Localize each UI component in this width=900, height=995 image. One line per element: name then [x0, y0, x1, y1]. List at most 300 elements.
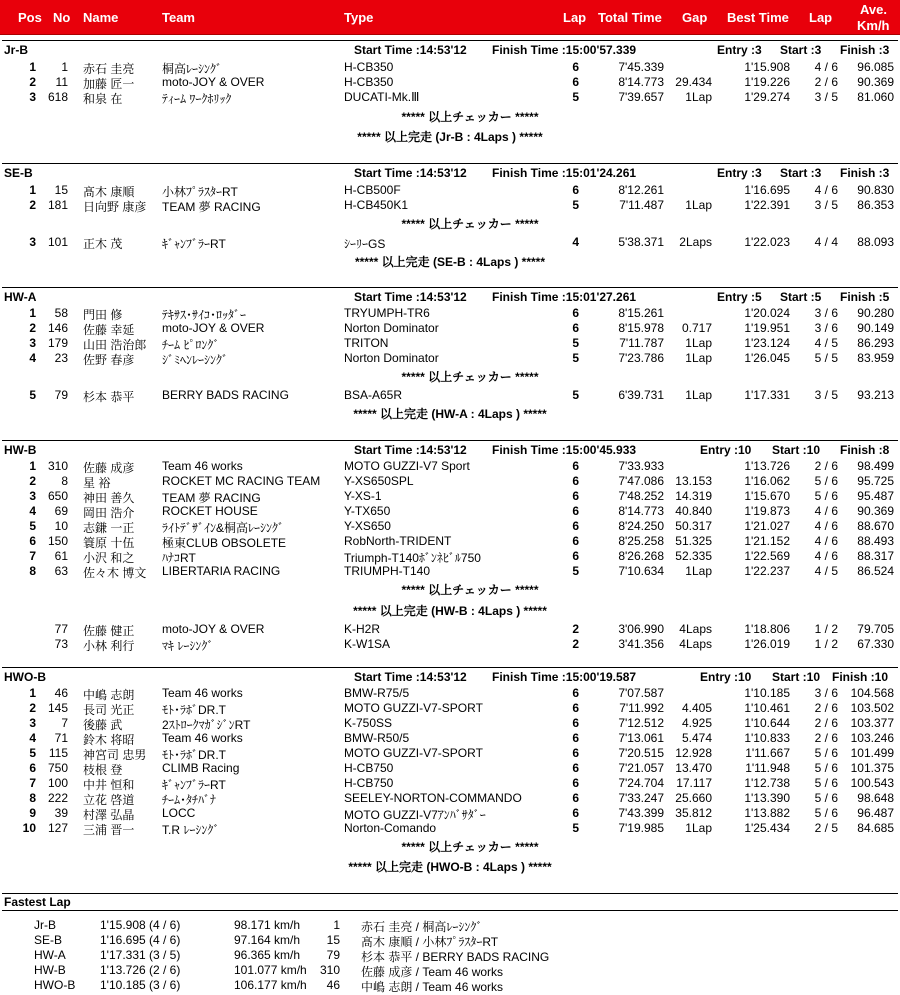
rider-name: 日向野 康彦 — [83, 200, 147, 214]
position: 2 — [29, 75, 36, 89]
lap-count: 6 — [572, 549, 579, 563]
lap-count: 5 — [572, 198, 579, 212]
section-header — [2, 163, 898, 180]
best-lap: 3 / 5 — [814, 388, 838, 402]
best-time: 1'12.738 — [744, 776, 790, 790]
machine-type: TRIUMPH-T140 — [344, 564, 431, 578]
result-row — [0, 716, 900, 731]
rider-name: 門田 修 — [83, 308, 123, 322]
position: 4 — [29, 351, 36, 365]
col-best-lap: Lap — [809, 10, 833, 25]
best-lap: 2 / 6 — [814, 716, 838, 730]
total-time: 3'41.356 — [618, 637, 664, 651]
team-name: Team 46 works — [162, 459, 243, 473]
fastest-time: 1'13.726 (2 / 6) — [100, 963, 181, 977]
class-name: HW-A — [4, 290, 37, 304]
rider-number: 101 — [47, 235, 68, 249]
rider-name: 村澤 弘晶 — [83, 808, 135, 822]
total-time: 7'33.933 — [618, 459, 664, 473]
best-lap: 4 / 6 — [814, 534, 838, 548]
position: 6 — [29, 534, 36, 548]
best-time: 1'22.569 — [744, 549, 790, 563]
gap: 1Lap — [685, 336, 712, 350]
rider-number: 618 — [47, 90, 68, 104]
position: 10 — [22, 821, 36, 835]
rider-number: 71 — [54, 731, 68, 745]
fastest-number: 46 — [326, 978, 340, 992]
fastest-lap-row — [0, 933, 900, 948]
team-name: Team 46 works — [162, 731, 243, 745]
best-lap: 5 / 6 — [814, 746, 838, 760]
rider-number: 79 — [54, 388, 68, 402]
finish-time: Finish Time :15:01'27.261 — [492, 290, 637, 304]
fastest-class: HW-B — [34, 963, 66, 977]
average-speed: 101.375 — [850, 761, 894, 775]
total-time: 7'20.515 — [618, 746, 664, 760]
lap-count: 5 — [572, 90, 579, 104]
lap-count: 6 — [572, 761, 579, 775]
rider-name: 和泉 在 — [83, 92, 123, 106]
total-time: 8'15.261 — [618, 306, 664, 320]
gap: 51.325 — [675, 534, 712, 548]
team-name: T.R ﾚｰｼﾝｸﾞ — [162, 823, 220, 837]
total-time: 7'13.061 — [618, 731, 664, 745]
rider-number: 58 — [54, 306, 68, 320]
fastest-speed: 96.365 km/h — [234, 948, 301, 962]
machine-type: BMW-R50/5 — [344, 731, 410, 745]
average-speed: 88.317 — [857, 549, 894, 563]
lap-count: 6 — [572, 731, 579, 745]
average-speed: 90.830 — [857, 183, 894, 197]
class-name: HW-B — [4, 443, 37, 457]
best-time: 1'20.024 — [744, 306, 790, 320]
lap-count: 6 — [572, 776, 579, 790]
best-lap: 5 / 6 — [814, 761, 838, 775]
machine-type: BMW-R75/5 — [344, 686, 410, 700]
fastest-speed: 101.077 km/h — [234, 963, 307, 977]
machine-type: Y-XS-1 — [344, 489, 382, 503]
finish-note — [0, 128, 900, 145]
rider-number: 650 — [47, 489, 68, 503]
fastest-rider: 赤石 圭亮 / 桐高ﾚｰｼﾝｸﾞ — [361, 920, 483, 934]
gap: 0.717 — [681, 321, 712, 335]
gap: 52.335 — [675, 549, 712, 563]
team-name: 桐高ﾚｰｼﾝｸﾞ — [162, 62, 223, 76]
fastest-time: 1'17.331 (3 / 5) — [100, 948, 181, 962]
result-row — [0, 761, 900, 776]
fastest-speed: 97.164 km/h — [234, 933, 301, 947]
position: 3 — [29, 90, 36, 104]
lap-count: 5 — [572, 564, 579, 578]
checker-note — [0, 581, 900, 598]
checker-text: ***** 以上チェッカー ***** — [401, 840, 539, 854]
rider-name: 中嶋 志朗 — [83, 688, 135, 702]
average-speed: 86.353 — [857, 198, 894, 212]
machine-type: K-750SS — [344, 716, 393, 730]
finish-note-text: ***** 以上完走 (Jr-B : 4Laps ) ***** — [357, 130, 543, 144]
result-row — [0, 504, 900, 519]
total-time: 7'10.634 — [618, 564, 664, 578]
fastest-rider: 髙木 康順 / 小林ﾌﾟﾗｽﾀｰRT — [361, 935, 499, 949]
rider-number: 1 — [61, 60, 68, 74]
best-lap: 3 / 6 — [814, 686, 838, 700]
best-time: 1'16.695 — [744, 183, 790, 197]
best-lap: 4 / 5 — [814, 564, 838, 578]
fastest-number: 1 — [333, 918, 340, 932]
lap-count: 6 — [572, 504, 579, 518]
machine-type: Norton Dominator — [344, 351, 439, 365]
rider-name: 鈴木 将昭 — [83, 733, 135, 747]
machine-type: H-CB450K1 — [344, 198, 409, 212]
machine-type: Norton Dominator — [344, 321, 439, 335]
position: 5 — [29, 519, 36, 533]
rider-number: 150 — [47, 534, 68, 548]
best-time: 1'13.882 — [744, 806, 790, 820]
result-row — [0, 388, 900, 403]
col-total: Total Time — [598, 10, 662, 25]
fastest-time: 1'10.185 (3 / 6) — [100, 978, 181, 992]
position: 7 — [29, 776, 36, 790]
lap-count: 6 — [572, 534, 579, 548]
position: 2 — [29, 321, 36, 335]
result-row — [0, 791, 900, 806]
average-speed: 86.524 — [857, 564, 894, 578]
total-time: 7'23.786 — [618, 351, 664, 365]
machine-type: H-CB350 — [344, 60, 394, 74]
gap: 12.928 — [675, 746, 712, 760]
section-header — [2, 440, 898, 457]
result-row — [0, 519, 900, 534]
best-lap: 2 / 6 — [814, 731, 838, 745]
team-name: Team 46 works — [162, 686, 243, 700]
lap-count: 6 — [572, 489, 579, 503]
total-time: 8'15.978 — [618, 321, 664, 335]
best-lap: 2 / 6 — [814, 75, 838, 89]
team-name: LOCC — [162, 806, 196, 820]
team-name: ROCKET HOUSE — [162, 504, 258, 518]
rider-number: 145 — [47, 701, 68, 715]
average-speed: 95.487 — [857, 489, 894, 503]
start-time: Start Time :14:53'12 — [354, 43, 467, 57]
gap: 14.319 — [675, 489, 712, 503]
position: 1 — [29, 459, 36, 473]
gap: 1Lap — [685, 821, 712, 835]
position: 1 — [29, 306, 36, 320]
position: 5 — [29, 388, 36, 402]
best-time: 1'22.237 — [744, 564, 790, 578]
lap-count: 6 — [572, 75, 579, 89]
lap-count: 6 — [572, 459, 579, 473]
team-name: moto-JOY & OVER — [162, 622, 265, 636]
lap-count: 5 — [572, 388, 579, 402]
rider-number: 146 — [47, 321, 68, 335]
average-speed: 90.280 — [857, 306, 894, 320]
entry-count: Entry :10 — [700, 670, 752, 684]
rider-number: 310 — [47, 459, 68, 473]
best-time: 1'18.806 — [744, 622, 790, 636]
rider-name: 佐野 春彦 — [83, 353, 135, 367]
finish-time: Finish Time :15:00'45.933 — [492, 443, 637, 457]
average-speed: 93.213 — [857, 388, 894, 402]
position: 3 — [29, 235, 36, 249]
best-time: 1'25.434 — [744, 821, 790, 835]
total-time: 8'24.250 — [618, 519, 664, 533]
fastest-time: 1'15.908 (4 / 6) — [100, 918, 181, 932]
rider-number: 73 — [54, 637, 68, 651]
rider-name: 立花 啓道 — [83, 793, 135, 807]
average-speed: 100.543 — [850, 776, 894, 790]
result-row — [0, 806, 900, 821]
start-count: Start :10 — [772, 443, 821, 457]
total-time: 7'39.657 — [618, 90, 664, 104]
best-time: 1'10.644 — [744, 716, 790, 730]
best-time: 1'29.274 — [744, 90, 790, 104]
fastest-time: 1'16.695 (4 / 6) — [100, 933, 181, 947]
rider-number: 222 — [47, 791, 68, 805]
best-lap: 3 / 5 — [814, 90, 838, 104]
best-lap: 3 / 5 — [814, 198, 838, 212]
checker-note — [0, 108, 900, 125]
rider-name: 赤石 圭亮 — [83, 62, 135, 76]
rider-name: 志鎌 一正 — [83, 521, 135, 535]
rider-number: 77 — [54, 622, 68, 636]
gap: 17.117 — [676, 776, 712, 790]
machine-type: RobNorth-TRIDENT — [344, 534, 452, 548]
team-name: ｷﾞｬﾝﾌﾞﾗｰRT — [162, 237, 226, 251]
entry-count: Entry :3 — [717, 166, 762, 180]
team-name: ﾓﾄ･ﾗﾎﾞDR.T — [162, 748, 226, 762]
best-lap: 1 / 2 — [814, 622, 838, 636]
start-count: Start :3 — [780, 166, 822, 180]
team-name: CLIMB Racing — [162, 761, 240, 775]
total-time: 6'39.731 — [618, 388, 664, 402]
best-time: 1'23.124 — [744, 336, 790, 350]
result-row — [0, 336, 900, 351]
total-time: 8'26.268 — [618, 549, 664, 563]
best-time: 1'21.027 — [744, 519, 790, 533]
best-time: 1'10.461 — [744, 701, 790, 715]
result-row — [0, 75, 900, 90]
total-time: 8'12.261 — [618, 183, 664, 197]
machine-type: H-CB500F — [344, 183, 401, 197]
best-lap: 5 / 6 — [814, 806, 838, 820]
average-speed: 98.499 — [857, 459, 894, 473]
lap-count: 6 — [572, 791, 579, 805]
lap-count: 5 — [572, 336, 579, 350]
result-row — [0, 564, 900, 579]
machine-type: MOTO GUZZI-V7 Sport — [344, 459, 470, 473]
best-lap: 4 / 6 — [814, 519, 838, 533]
class-name: SE-B — [4, 166, 33, 180]
best-lap: 5 / 6 — [814, 489, 838, 503]
checker-text: ***** 以上チェッカー ***** — [401, 110, 539, 124]
average-speed: 88.493 — [857, 534, 894, 548]
team-name: LIBERTARIA RACING — [162, 564, 281, 578]
best-lap: 2 / 5 — [814, 821, 838, 835]
fastest-rider: 佐藤 成彦 / Team 46 works — [361, 965, 504, 979]
result-row — [0, 622, 900, 637]
rider-number: 750 — [47, 761, 68, 775]
finish-time: Finish Time :15:01'24.261 — [492, 166, 637, 180]
start-count: Start :5 — [780, 290, 822, 304]
result-row — [0, 351, 900, 366]
average-speed: 83.959 — [857, 351, 894, 365]
rider-name: 星 裕 — [83, 476, 111, 490]
gap: 4.405 — [681, 701, 712, 715]
gap: 35.812 — [675, 806, 712, 820]
rider-number: 8 — [61, 474, 68, 488]
average-speed: 96.085 — [857, 60, 894, 74]
total-time: 7'19.985 — [618, 821, 664, 835]
rider-number: 46 — [54, 686, 68, 700]
finish-note-text: ***** 以上完走 (HWO-B : 4Laps ) ***** — [348, 860, 552, 874]
result-row — [0, 549, 900, 564]
machine-type: TRITON — [344, 336, 389, 350]
best-lap: 3 / 6 — [814, 306, 838, 320]
fastest-speed: 98.171 km/h — [234, 918, 301, 932]
section-header — [2, 667, 898, 684]
position: 8 — [29, 791, 36, 805]
best-time: 1'16.062 — [744, 474, 790, 488]
lap-count: 5 — [572, 351, 579, 365]
lap-count: 6 — [572, 746, 579, 760]
finish-count: Finish :3 — [840, 166, 890, 180]
lap-count: 6 — [572, 519, 579, 533]
team-name: ﾁｰﾑ･ﾀﾁﾊﾞﾅ — [162, 793, 217, 807]
best-time: 1'10.185 — [744, 686, 790, 700]
best-lap: 5 / 6 — [814, 791, 838, 805]
result-row — [0, 459, 900, 474]
team-name: moto-JOY & OVER — [162, 321, 265, 335]
position: 5 — [29, 746, 36, 760]
lap-count: 4 — [572, 235, 579, 249]
result-row — [0, 731, 900, 746]
position: 1 — [29, 60, 36, 74]
finish-count: Finish :3 — [840, 43, 890, 57]
lap-count: 2 — [572, 637, 579, 651]
gap: 4.925 — [681, 716, 712, 730]
average-speed: 103.377 — [850, 716, 894, 730]
average-speed: 86.293 — [857, 336, 894, 350]
team-name: ｷﾞｬﾝﾌﾞﾗｰRT — [162, 778, 226, 792]
rider-name: 佐藤 幸延 — [83, 323, 135, 337]
best-time: 1'15.670 — [744, 489, 790, 503]
team-name: ﾓﾄ･ﾗﾎﾞDR.T — [162, 703, 226, 717]
result-row — [0, 821, 900, 836]
result-row — [0, 637, 900, 652]
machine-type: Y-XS650 — [344, 519, 391, 533]
lap-count: 6 — [572, 806, 579, 820]
rider-name: 長司 光正 — [83, 703, 135, 717]
column-header-bar — [0, 0, 900, 35]
section-header — [2, 287, 898, 304]
average-speed: 79.705 — [857, 622, 894, 636]
col-ave: Ave. — [860, 2, 887, 17]
finish-count: Finish :10 — [832, 670, 889, 684]
lap-count: 6 — [572, 716, 579, 730]
finish-note — [0, 602, 900, 619]
position: 3 — [29, 336, 36, 350]
position: 1 — [29, 183, 36, 197]
rider-name: 髙木 康順 — [83, 185, 135, 199]
result-row — [0, 321, 900, 336]
rider-number: 179 — [47, 336, 68, 350]
best-time: 1'19.226 — [744, 75, 790, 89]
gap: 5.474 — [681, 731, 712, 745]
machine-type: TRYUMPH-TR6 — [344, 306, 430, 320]
total-time: 8'25.258 — [618, 534, 664, 548]
gap: 4Laps — [679, 637, 712, 651]
machine-type: MOTO GUZZI-V7ｱﾝﾊﾞｻﾀﾞｰ — [344, 808, 486, 822]
best-lap: 4 / 4 — [814, 235, 838, 249]
best-time: 1'26.019 — [744, 637, 790, 651]
finish-time: Finish Time :15:00'57.339 — [492, 43, 637, 57]
position: 1 — [29, 686, 36, 700]
position: 6 — [29, 761, 36, 775]
rider-number: 181 — [47, 198, 68, 212]
class-name: Jr-B — [4, 43, 29, 57]
gap: 25.660 — [675, 791, 712, 805]
best-lap: 2 / 6 — [814, 701, 838, 715]
machine-type: K-W1SA — [344, 637, 391, 651]
average-speed: 104.568 — [850, 686, 894, 700]
average-speed: 103.246 — [850, 731, 894, 745]
average-speed: 88.670 — [857, 519, 894, 533]
result-row — [0, 90, 900, 105]
total-time: 7'48.252 — [618, 489, 664, 503]
machine-type: Triumph-T140ﾎﾞﾝﾈﾋﾞﾙ750 — [344, 551, 481, 565]
machine-type: Y-XS650SPL — [344, 474, 414, 488]
rider-name: 神田 善久 — [83, 491, 135, 505]
start-time: Start Time :14:53'12 — [354, 290, 467, 304]
machine-type: MOTO GUZZI-V7-SPORT — [344, 701, 483, 715]
best-lap: 4 / 6 — [814, 60, 838, 74]
rider-number: 100 — [47, 776, 68, 790]
rider-name: 枝根 登 — [83, 763, 123, 777]
fastest-class: Jr-B — [34, 918, 56, 932]
rider-name: 杉本 恭平 — [83, 390, 135, 404]
rider-number: 69 — [54, 504, 68, 518]
col-lap: Lap — [563, 10, 587, 25]
rider-name: 佐藤 健正 — [83, 624, 135, 638]
team-name: TEAM 夢 RACING — [162, 491, 261, 505]
fastest-class: HWO-B — [34, 978, 76, 992]
rider-name: 三浦 晋一 — [83, 823, 135, 837]
rider-name: 後藤 武 — [83, 718, 123, 732]
result-row — [0, 60, 900, 75]
total-time: 7'21.057 — [618, 761, 664, 775]
checker-text: ***** 以上チェッカー ***** — [401, 583, 539, 597]
gap: 1Lap — [685, 388, 712, 402]
finish-note-text: ***** 以上完走 (HW-A : 4Laps ) ***** — [353, 407, 547, 421]
team-name: 2ｽﾄﾛｰｸﾏｶﾞｼﾞﾝRT — [162, 718, 251, 732]
rider-number: 61 — [54, 549, 68, 563]
best-lap: 5 / 6 — [814, 776, 838, 790]
team-name: ﾁｰﾑ ﾋﾟﾛﾝｸﾞ — [162, 338, 220, 352]
gap: 29.434 — [675, 75, 712, 89]
total-time: 7'43.399 — [618, 806, 664, 820]
lap-count: 2 — [572, 622, 579, 636]
col-team: Team — [162, 10, 195, 25]
result-row — [0, 489, 900, 504]
rider-number: 7 — [61, 716, 68, 730]
result-row — [0, 534, 900, 549]
total-time: 7'45.339 — [618, 60, 664, 74]
average-speed: 96.487 — [857, 806, 894, 820]
rider-number: 15 — [54, 183, 68, 197]
section-header — [2, 40, 898, 57]
lap-count: 5 — [572, 821, 579, 835]
